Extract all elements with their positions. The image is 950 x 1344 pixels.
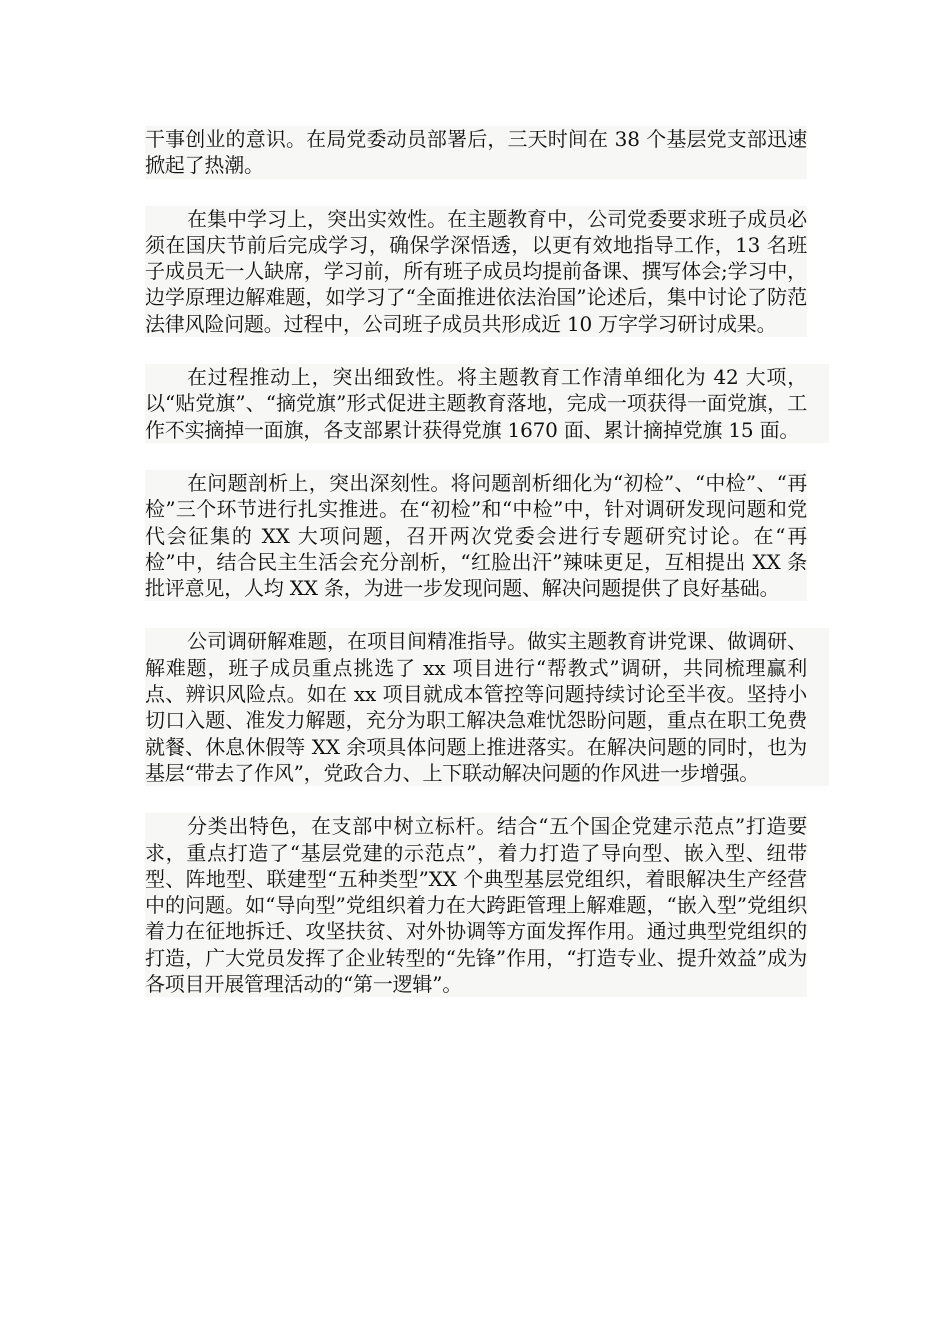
paragraph-continuation: 干事创业的意识。在局党委动员部署后，三天时间在 38 个基层党支部迅速掀起了热潮。 (145, 127, 807, 178)
paragraph-process-promotion: 在过程推动上，突出细致性。将主题教育工作清单细化为 42 大项，以“贴党旗”、“摘党旗”形式促进主题教育落地，完成一项获得一面党旗，工作不实摘掉一面旗，各支部累计获得党旗 1670 面、累计摘掉党旗 15 面。 (145, 364, 829, 443)
document-body (145, 126, 807, 1024)
paragraph-classification-features: 分类出特色，在支部中树立标杆。结合“五个国企党建示范点”打造要求，重点打造了“基层党建的示范点”，着力打造了导向型、嵌入型、纽带型、阵地型、联建型“五种类型”XX 个典型基层党组织，着眼解决生产经营中的问题。如“导向型”党组织着力在大跨距管理上解难题，“嵌入型”党组织着力在征地拆迁、攻坚扶贫、对外协调等方面发挥作用。通过典型党组织的打造，广大党员发挥了企业转型的“先锋”作用，“打造专业、提升效益”成为各项目开展管理活动的“第一逻辑”。 (145, 814, 807, 997)
paragraph-research-solve-problems: 公司调研解难题，在项目间精准指导。做实主题教育讲党课、做调研、解难题，班子成员重点挑选了 xx 项目进行“帮教式”调研，共同梳理赢利点、辨识风险点。如在 xx 项目就成本管控等问题持续讨论至半夜。坚持小切口入题、准发力解题，充分为职工解决急难忧怨盼问题，重点在职工免费就餐、休息休假等 XX 余项具体问题上推进落实。在解决问题的同时，也为基层“带去了作风”，党政合力、上下联动解决问题的作风进一步增强。 (145, 628, 829, 786)
paragraph-centralized-study: 在集中学习上，突出实效性。在主题教育中，公司党委要求班子成员必须在国庆节前后完成学习，确保学深悟透，以更有效地指导工作，13 名班子成员无一人缺席，学习前，所有班子成员均提前备课、撰写体会;学习中，边学原理边解难题，如学习了“全面推进依法治国”论述后，集中讨论了防范法律风险问题。过程中，公司班子成员共形成近 10 万字学习研讨成果。 (145, 206, 807, 336)
paragraph-problem-analysis: 在问题剖析上，突出深刻性。将问题剖析细化为“初检”、“中检”、“再检”三个环节进行扎实推进。在“初检”和“中检”中，针对调研发现问题和党代会征集的 XX 大项问题，召开两次党委会进行专题研究讨论。在“再检”中，结合民主生活会充分剖析，“红脸出汗”辣味更足，互相提出 XX 条批评意见，人均 XX 条，为进一步发现问题、解决问题提供了良好基础。 (145, 470, 807, 601)
